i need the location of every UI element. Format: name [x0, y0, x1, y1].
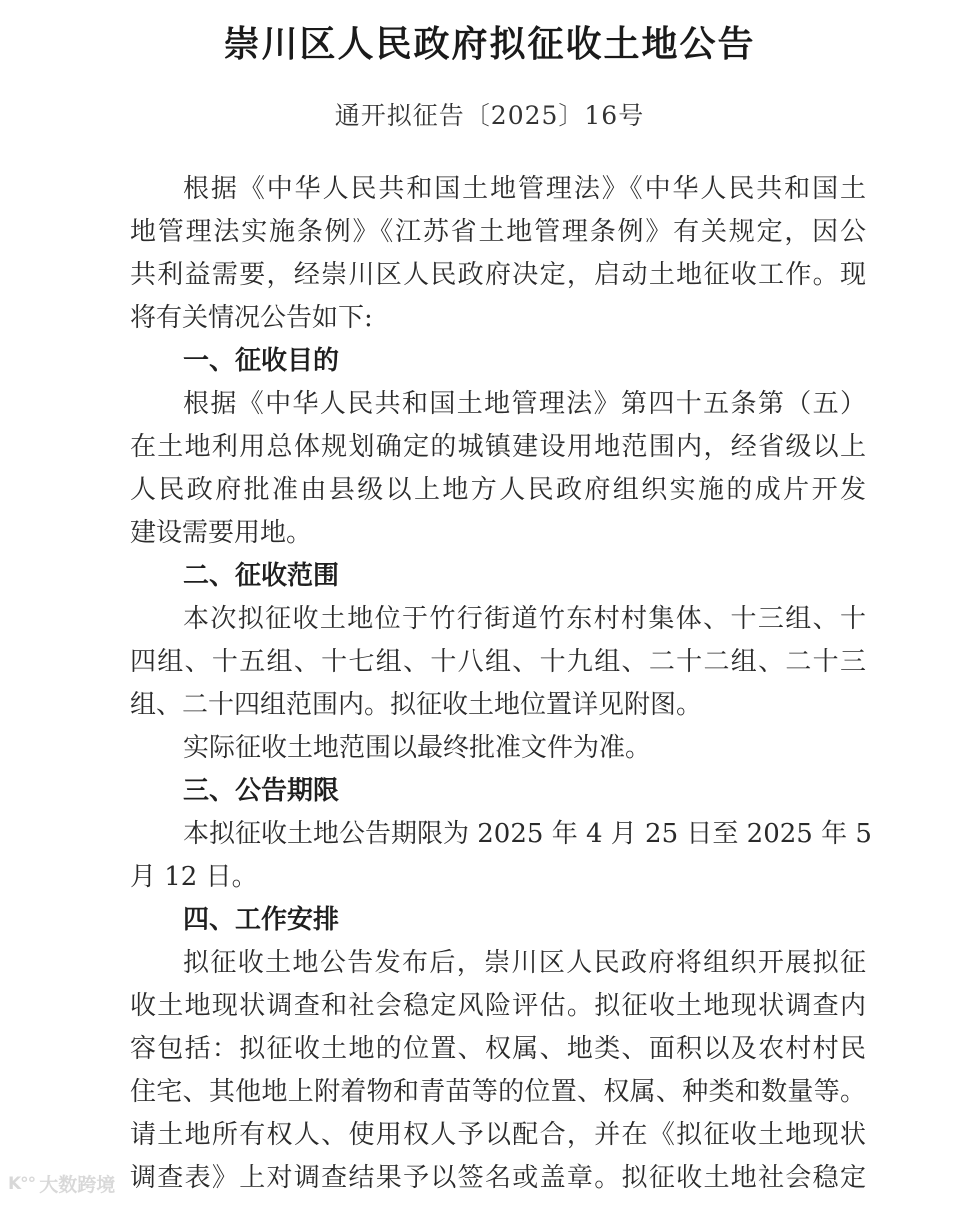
paragraph-line: 调查表》上对调查结果予以签名或盖章。拟征收土地社会稳定: [130, 1163, 866, 1193]
paragraph-line: 根据《中华人民共和国土地管理法》《中华人民共和国土: [183, 174, 866, 204]
section-heading: 一、征收目的: [183, 346, 340, 376]
section-heading: 四、工作安排: [183, 905, 340, 935]
paragraph-line: 住宅、其他地上附着物和青苗等的位置、权属、种类和数量等。: [130, 1077, 866, 1107]
paragraph-line: 本次拟征收土地位于竹行街道竹东村村集体、十三组、十: [183, 604, 866, 634]
paragraph-line: 在土地利用总体规划确定的城镇建设用地范围内，经省级以上: [130, 432, 866, 462]
paragraph-line: 地管理法实施条例》《江苏省土地管理条例》有关规定，因公: [130, 217, 866, 247]
watermark-logo-icon: K°°: [8, 1173, 36, 1194]
paragraph-line: 建设需要用地。: [130, 518, 313, 548]
document-number: 通开拟征告〔2025〕16号: [334, 101, 645, 130]
watermark: [8, 1170, 115, 1197]
section-heading: 三、公告期限: [183, 776, 340, 806]
paragraph-line: 本拟征收土地公告期限为 2025 年 4 月 25 日至 2025 年 5: [183, 819, 872, 849]
paragraph-line: 收土地现状调查和社会稳定风险评估。拟征收土地现状调查内: [130, 991, 866, 1021]
paragraph-line: 拟征收土地公告发布后，崇川区人民政府将组织开展拟征: [183, 948, 866, 978]
paragraph-line: 请土地所有权人、使用权人予以配合，并在《拟征收土地现状: [130, 1120, 866, 1150]
paragraph-line: 容包括：拟征收土地的位置、权属、地类、面积以及农村村民: [130, 1034, 866, 1064]
paragraph-line: 月 12 日。: [130, 862, 258, 892]
paragraph-line: 将有关情况公告如下:: [130, 303, 373, 333]
paragraph-line: 四组、十五组、十七组、十八组、十九组、二十二组、二十三: [130, 647, 866, 677]
document-body: [130, 168, 872, 1200]
watermark-text: 大数跨境: [39, 1174, 116, 1196]
paragraph-line: 人民政府批准由县级以上地方人民政府组织实施的成片开发: [130, 475, 866, 505]
paragraph-line: 根据《中华人民共和国土地管理法》第四十五条第（五）: [183, 389, 866, 419]
paragraph-line: 组、二十四组范围内。拟征收土地位置详见附图。: [130, 690, 703, 720]
paragraph-line: 实际征收土地范围以最终批准文件为准。: [183, 733, 652, 763]
paragraph-line: 共利益需要，经崇川区人民政府决定，启动土地征收工作。现: [130, 260, 866, 290]
section-heading: 二、征收范围: [183, 561, 340, 591]
document-title: 崇川区人民政府拟征收土地公告: [223, 24, 756, 65]
